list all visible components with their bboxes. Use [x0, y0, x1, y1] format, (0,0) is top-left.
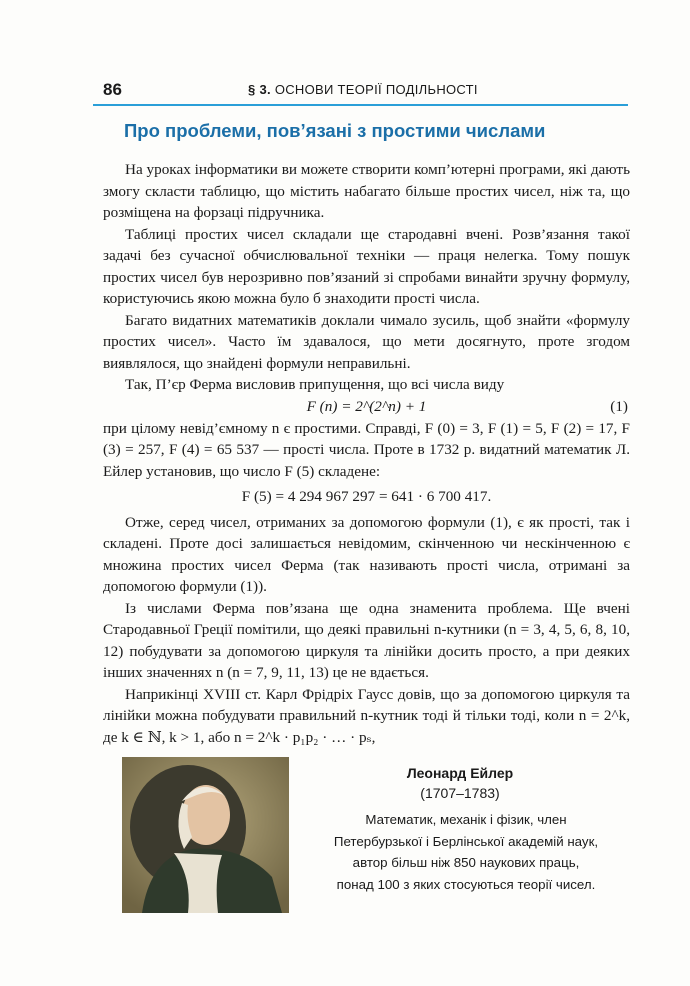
caption-name: Леонард Ейлер [406, 765, 514, 781]
euler-factorization: F (5) = 4 294 967 297 = 641 · 6 700 417. [241, 488, 492, 505]
paragraph: Наприкінці XVIII ст. Карл Фрідріх Гаусс довів, що за допомогою циркуля та лінійки можна побудувати правильний n-кутник тоді й тільки тоді, коли n = 2^k, де k ∈ ℕ, k > 1, або n = 2^k · p₁p₂ · … · pₛ, [103, 685, 630, 746]
formula-text: F (n) = 2^(2^n) + 1 [306, 397, 427, 415]
paragraph: На уроках інформатики ви можете створити комп’ютерні програми, які дають змогу скласти таблицю, що містить набагато більше простих чисел, ніж та, що розміщена на форзаці підручника. [103, 161, 630, 221]
page-number: 86 [103, 80, 122, 99]
page-header [93, 80, 628, 106]
paragraph: Багато видатних математиків доклали чимало зусиль, щоб знайти «формулу простих чисел». Часто їм здавалося, що мети досягнуто, проте згодом виявлялося, що знайдені формули неправильні. [103, 311, 630, 372]
portrait-illustration [122, 757, 289, 913]
caption-line: понад 100 з яких стосуються теорії чисел. [336, 876, 596, 892]
paragraph: Так, П’єр Ферма висловив припущення, що всі числа виду [125, 376, 505, 393]
euler-portrait [122, 757, 289, 913]
paragraph: Отже, серед чисел, отриманих за допомогою формули (1), є як прості, так і складені. Проте досі залишається невідомим, скінченною чи нескінченною є множина простих чисел Ферма (так називають прості числа, отримані за допомогою формули (1)). [103, 513, 630, 595]
caption-line: автор більш ніж 850 наукових праць, [352, 855, 580, 870]
body-text [103, 159, 630, 748]
caption-description [300, 809, 620, 895]
section-number: § 3. [248, 82, 271, 97]
section-title-text: ОСНОВИ ТЕОРІЇ ПОДІЛЬНОСТІ [274, 82, 478, 97]
section-title [248, 82, 478, 97]
portrait-caption [300, 765, 620, 895]
subsection-heading: Про проблеми, пов’язані з простими числами [124, 120, 546, 141]
caption-line: Математик, механік і фізик, член [365, 812, 567, 827]
formula-label: (1) [610, 397, 628, 415]
caption-line: Петербурзької і Берлінської академій наук, [333, 833, 599, 849]
paragraph: при цілому невід’ємному n є простими. Справді, F (0) = 3, F (1) = 5, F (2) = 17, F (3) = 257, F (4) = 65 537 — прості числа. Проте в 1732 р. видатний математик Л. Ейлер установив, що число F (5) складене: [103, 419, 630, 480]
paragraph: Таблиці простих чисел складали ще стародавні вчені. Розв’язання такої задачі без сучасної обчислювальної техніки — праця нелегка. Тому пошук простих чисел був нерозривно пов’язаний зі спробами винайти зручну формулу, користуючись якою можна було б знаходити прості числа. [103, 225, 630, 307]
header-rule [93, 104, 628, 106]
paragraph: Із числами Ферма пов’язана ще одна знаменита проблема. Ще вчені Стародавньої Греції помітили, що деякі правильні n-кутники (n = 3, 4, 5, 6, 8, 10, 12) побудувати за допомогою циркуля та лінійки досить просто, а при деяких інших значеннях n (n = 7, 9, 11, 13) це не вдається. [103, 599, 630, 681]
caption-years: (1707–1783) [420, 785, 500, 801]
fermat-formula [103, 396, 630, 418]
